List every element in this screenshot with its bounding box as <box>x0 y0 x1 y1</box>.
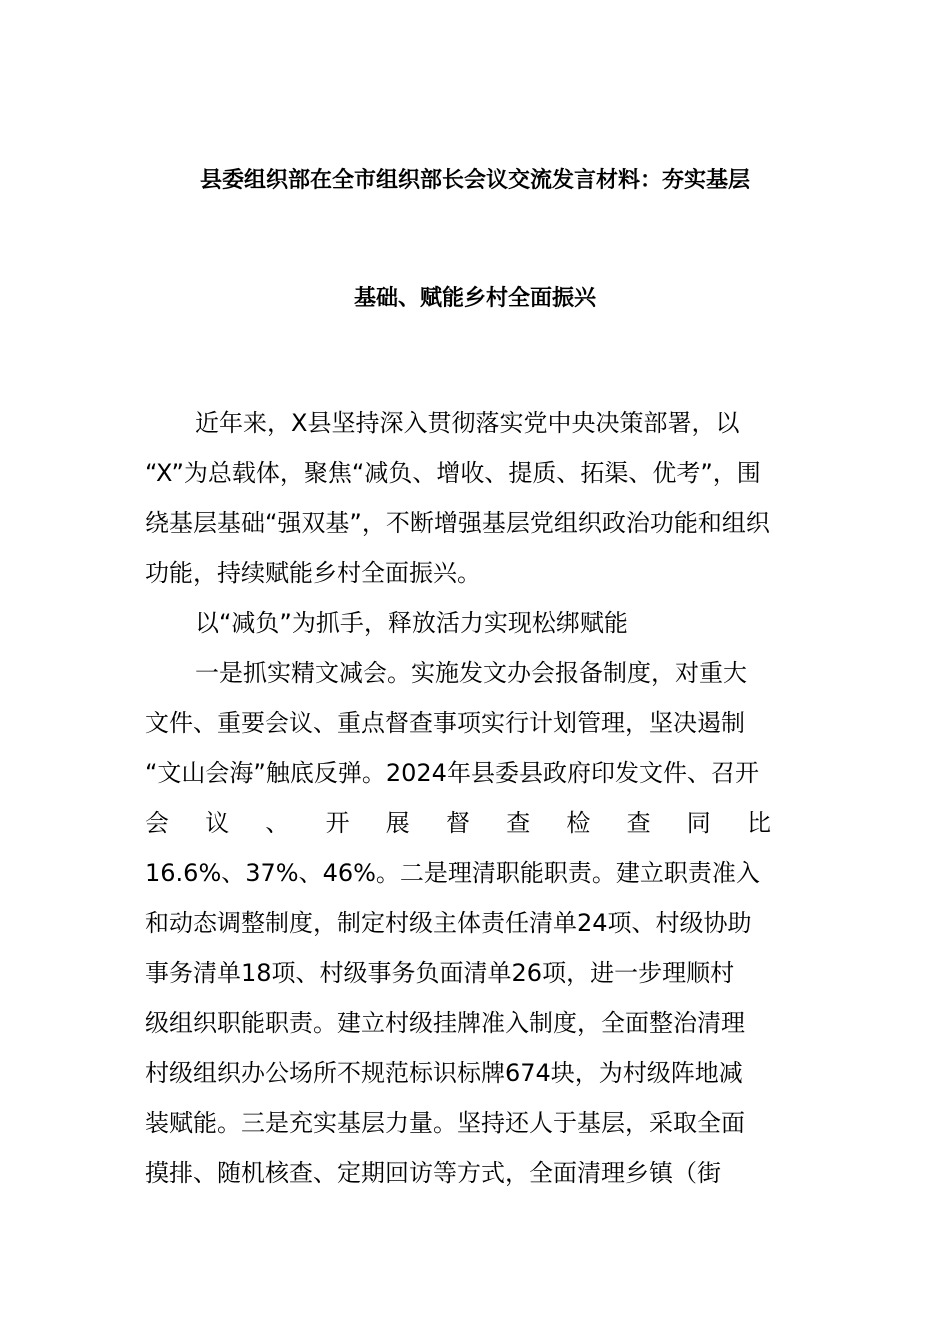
text-line: “文山会海”触底反弹。2024年县委县政府印发文件、召开 <box>145 759 759 787</box>
text-line: 近年来，X县坚持深入贯彻落实党中央决策部署，以 <box>195 409 740 437</box>
document-title-line-2: 基础、赋能乡村全面振兴 <box>353 286 596 311</box>
text-line: 16.6%、37%、46%。二是理清职能职责。建立职责准入 <box>145 859 760 887</box>
document-title-line-1: 县委组织部在全市组织部长会议交流发言材料：夯实基层 <box>199 168 750 193</box>
text-line: 和动态调整制度，制定村级主体责任清单24项、村级协助 <box>145 909 752 937</box>
section-heading <box>145 598 805 648</box>
text-line: 事务清单18项、村级事务负面清单26项，进一步理顺村 <box>145 959 735 987</box>
paragraph-intro <box>145 398 805 598</box>
text-line: 村级组织办公场所不规范标识标牌674块，为村级阵地减 <box>145 1059 743 1087</box>
text-line: 绕基层基础“强双基”，不断增强基层党组织政治功能和组织 <box>145 509 770 537</box>
text-line: 功能，持续赋能乡村全面振兴。 <box>145 559 481 587</box>
text-line: 文件、重要会议、重点督查事项实行计划管理，坚决遏制 <box>145 709 745 737</box>
spread-text: 会议、开展督查检查同比 <box>145 809 805 837</box>
text-line: 以“减负”为抓手，释放活力实现松绑赋能 <box>195 609 628 637</box>
text-line: “X”为总载体，聚焦“减负、增收、提质、拓渠、优考”，围 <box>145 459 761 487</box>
paragraph-reduce-burden <box>145 648 805 1198</box>
text-line: 装赋能。三是充实基层力量。坚持还人于基层，采取全面 <box>145 1109 745 1137</box>
text-line: 一是抓实精文减会。实施发文办会报备制度，对重大 <box>195 659 747 687</box>
text-line: 级组织职能职责。建立村级挂牌准入制度，全面整治清理 <box>145 1009 745 1037</box>
text-line-spread <box>145 798 805 848</box>
text-line: 摸排、随机核查、定期回访等方式，全面清理乡镇（街 <box>145 1159 721 1187</box>
